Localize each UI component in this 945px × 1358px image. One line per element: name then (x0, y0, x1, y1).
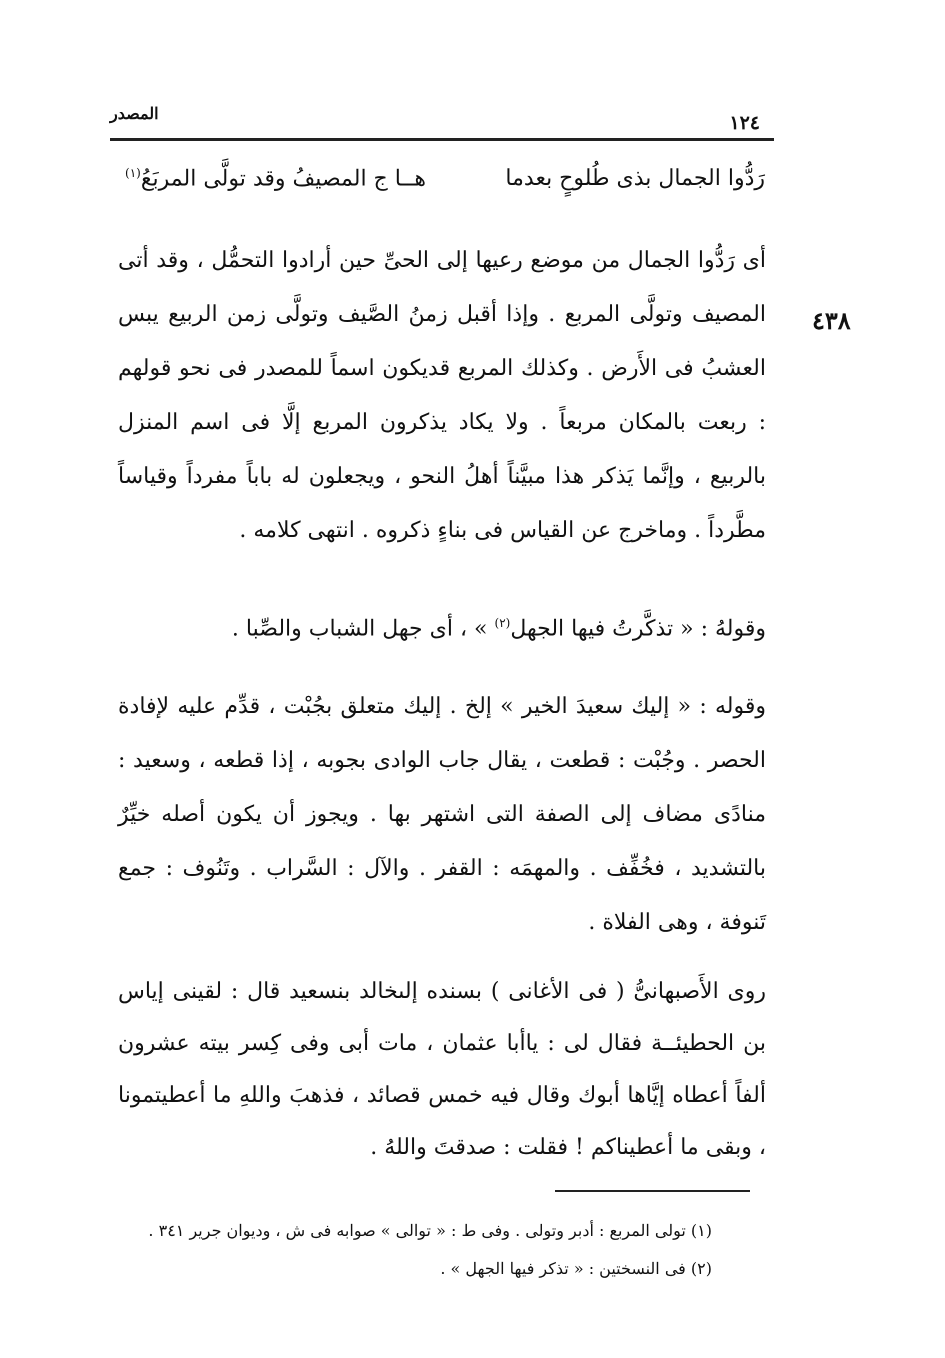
footnote-1: (١) تولى المربع : أدبر وتولى . وفى ط : « توالى » صوابه فى ش ، وديوان جرير ٣٤١ . (148, 1221, 712, 1240)
page-number: ١٢٤ (729, 112, 760, 134)
commentary-paragraph-3: وقوله : « إليك سعيدَ الخير » إلخ . إليك متعلق بجُبْت ، قدِّم عليه لإفادة الحصر . وجُبْت : قطعت ، يقال جاب الوادى بجوبه ، إذا قطعه ، وسعيد : منادًى مضاف إلى الصفة التى اشتهر بها . ويجوز أن يكون أصله خيِّرٌ بالتشديد ، فخُفِّف . والمهمَه : القفر . والآل : السَّراب . وتَنُوف : جمع تَنوفة ، وهى الفلاة . (118, 694, 766, 935)
footnote-ref-2: (٢) (494, 616, 511, 630)
header-divider (110, 138, 774, 141)
footnote-2: (٢) فى النسختين : « تذكر فيها الجهل » . (440, 1259, 712, 1278)
footnote-ref-1: (١) (125, 166, 141, 180)
running-title: المصدر (110, 104, 159, 123)
paragraph-2-text-start: وقولهُ : « تذكَّرتُ فيها الجهل (510, 616, 766, 642)
commentary-paragraph-2 (118, 596, 766, 656)
verse-hemistich-first: رَدُّوا الجمال بذى طُلوحٍ بعدما (505, 166, 765, 191)
footnote-divider (555, 1190, 750, 1192)
verse-hemistich-second (125, 166, 426, 191)
page-header (110, 102, 770, 136)
commentary-paragraph-4: روى الأَصبهانىُّ ( فى الأغانى ) بسنده إلىخالد بنسعيد قال : لقينى إياس بن الحطيئــة فقال لى : ياأبا عثمان ، مات أبى وفى كِسر بيته عشرون ألفاً أعطاه إيَّاها أبوك وقال فيه خمس قصائد ، فذهبَ واللهِ ما أعطيتمونا ، وبقى ما أعطيناكم ! فقلت : صدقتَ واللهُ . (118, 979, 766, 1160)
poetry-verse (125, 162, 765, 206)
margin-reference-number: ٤٣٨ (812, 306, 851, 335)
paragraph-2-text-end: » ، أى جهل الشباب والصِّبا . (231, 616, 495, 642)
verse-hemistich-second-text: هــا ج المصيفُ وقد تولَّى المربَعُ (140, 166, 426, 192)
commentary-paragraph-1: أى رَدُّوا الجمال من موضع رعيها إلى الحىِّ حين أرادوا التحمُّل ، وقد أتى المصيف وتولَّى المربع . وإذا أقبل زمنُ الصَّيف وتولَّى زمن الربيع يبس العشبُ فى الأَرض . وكذلك المربع قديكون اسماً للمصدر فى نحو قولهم : ربعت بالمكان مربعاً . ولا يكاد يذكرون المربع إلَّا فى اسم المنزل بالربيع ، وإنَّما يَذكر هذا مبيَّناً أهلُ النحو ، ويجعلون له باباً مفرداً وقياساً مطَّرداً . وماخرج عن القياس فى بناءٍ ذكروه . انتهى كلامه . (118, 248, 766, 543)
footnotes (100, 1212, 712, 1288)
